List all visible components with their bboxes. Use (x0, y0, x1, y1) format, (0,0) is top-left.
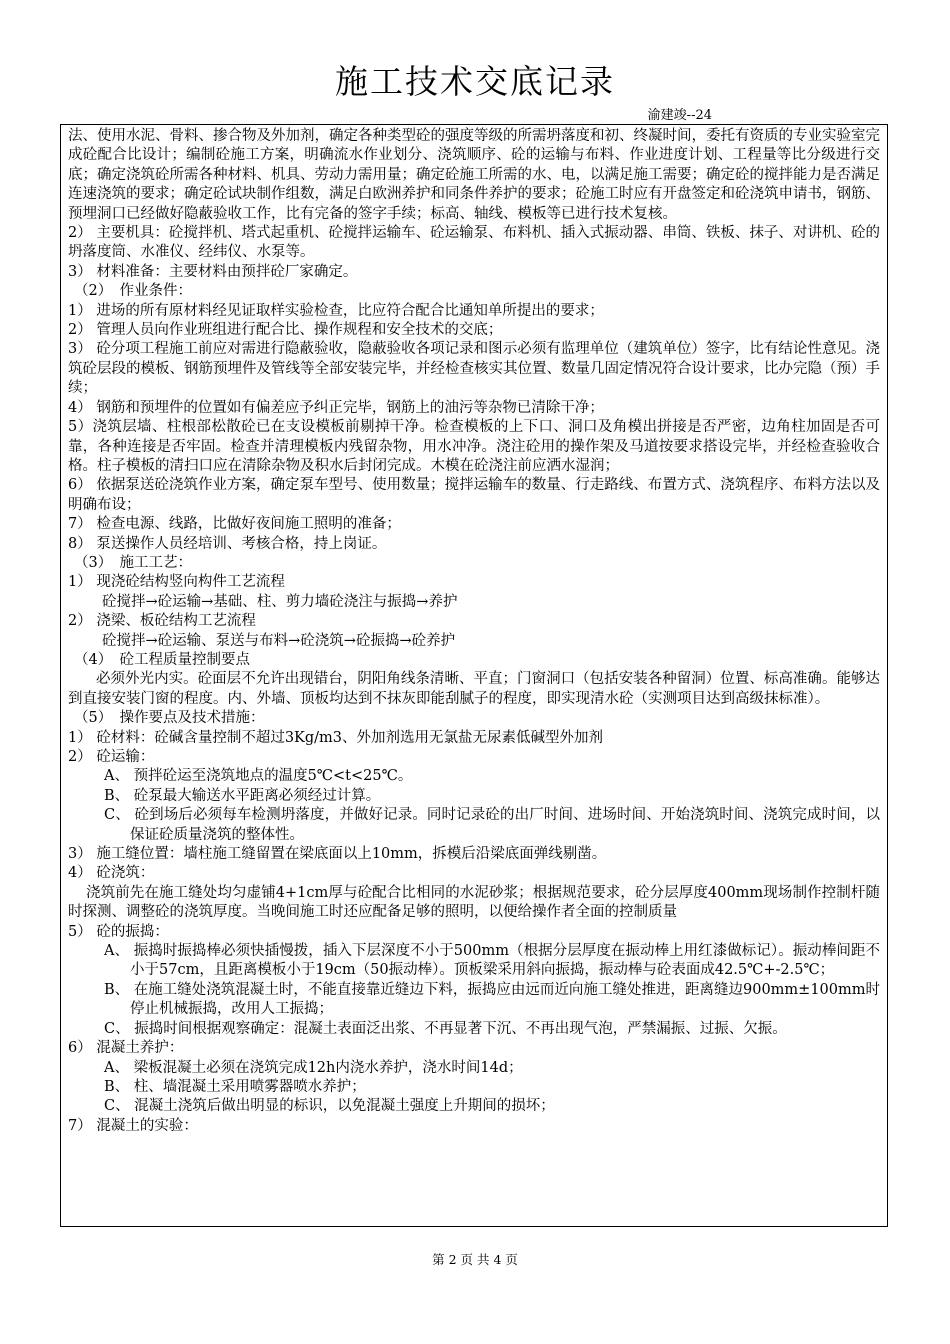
paragraph: 浇筑前先在施工缝处均匀虚铺4+1cm厚与砼配合比相同的水泥砂浆；根据规范要求，砼分层厚度400mm现场制作控制杆随时探测、调整砼的浇筑厚度。当晚间施工时还应配备足够的照明，以便给操作者全面的控制质量 (68, 884, 880, 921)
page-number: 第 2 页 共 4 页 (432, 1252, 518, 1267)
list-item: 3） 材料准备：主要材料由预拌砼厂家确定。 (68, 263, 358, 280)
sub-item: C、 混凝土浇筑后做出明显的标识，以免混凝土强度上升期间的损坏； (104, 1098, 555, 1115)
list-item: 4） 钢筋和预埋件的位置如有偏差应予纠正完毕，钢筋上的油污等杂物已清除干净； (68, 399, 604, 416)
list-item: 4） 砼浇筑： (68, 865, 155, 882)
process-flow: 砼搅拌→砼运输→基础、柱、剪力墙砼浇注与振捣→养护 (102, 593, 458, 610)
list-item: 6） 依据泵送砼浇筑作业方案，确定泵车型号、使用数量；搅拌运输车的数量、行走路线、布置方式、浇筑程序、布料方法以及明确布设； (68, 477, 880, 513)
list-item: 1） 现浇砼结构竖向构件工艺流程 (68, 574, 285, 591)
list-item: 7） 检查电源、线路，比做好夜间施工照明的准备； (68, 516, 401, 533)
list-item: 2） 管理人员向作业班组进行配合比、操作规程和安全技术的交底； (68, 322, 503, 339)
sub-item: A、 梁板混凝土必须在浇筑完成12h内浇水养护，浇水时间14d； (104, 1059, 523, 1076)
section-heading: （3） 施工工艺： (74, 554, 192, 571)
sub-item: A、 预拌砼运至浇筑地点的温度5℃<t<25℃。 (104, 768, 413, 785)
sub-item: B、 柱、墙混凝土采用喷雾器喷水养护； (104, 1078, 366, 1095)
section-heading: （5） 操作要点及技术措施： (74, 710, 265, 727)
sub-item: B、 在施工缝处浇筑混凝土时，不能直接靠近缝边下料，振捣应由远而近向施工缝处推进，距离缝边900mm±100mm时停止机械振捣，改用人工振捣； (104, 981, 880, 1018)
list-item: 8） 泵送操作人员经培训、考核合格，持上岗证。 (68, 535, 387, 552)
form-code: 渝建竣--24 (647, 108, 712, 123)
list-item: 5） 砼的振捣： (68, 923, 169, 940)
paragraph: 法、使用水泥、骨料、掺合物及外加剂，确定各种类型砼的强度等级的所需坍落度和初、终凝时间，委托有资质的专业实验室完成砼配合比设计；编制砼施工方案，明确流水作业划分、浇筑顺序、砼的运输与布料、作业进度计划、工程量等比分级进行交底；确定浇筑砼所需各种材料、机具、劳动力需用量；确定砼施工所需的水、电，以满足施工需要；确定砼的搅拌能力是否满足连速浇筑的要求；确定砼试块制作组数，满足白欧洲养护和同条件养护的要求；砼施工时应有开盘签定和砼浇筑申请书，钢筋、预埋洞口已经做好隐蔽验收工作，比有完备的签字手续；标高、轴线、模板等已进行技术复核。 (68, 128, 880, 222)
sub-item: C、 砼到场后必须每车检测坍落度，并做好记录。同时记录砼的出厂时间、进场时间、开始浇筑时间、浇筑完成时间，以保证砼质量浇筑的整体性。 (104, 807, 880, 843)
sub-item: A、 振捣时振捣棒必须快插慢拨，插入下层深度不小于500mm（根据分层厚度在振动棒上用红漆做标记）。振动棒间距不小于57cm，且距离模板小于19cm（50振动棒）。顶板梁采用斜向振捣，振动棒与砼表面成42.5℃+-2.5℃； (104, 943, 880, 979)
list-item: 5）浇筑层墙、柱根部松散砼已在支设模板前剔掉干净。检查模板的上下口、洞口及角模出拼接是否严密，边角柱加固是否可靠，各种连接是否牢固。检查并清理模板内残留杂物，用水冲净。浇注砼用的操作架及马道按要求搭设完毕，并经检查验收合格。柱子模板的清扫口应在清除杂物及积水后封闭完成。木模在砼浇注前应洒水湿润； (68, 419, 880, 474)
section-heading: （4） 砼工程质量控制要点 (74, 651, 250, 668)
list-item: 1） 砼材料：砼碱含量控制不超过3Kg/m3、外加剂选用无氯盐无尿素低碱型外加剂 (68, 729, 604, 746)
content-box (60, 124, 888, 1227)
list-item: 3） 施工缝位置：墙柱施工缝留置在梁底面以上10mm，拆模后沿梁底面弹线剔凿。 (68, 846, 607, 863)
sub-item: C、 振捣时间根据观察确定：混凝土表面泛出浆、不再显著下沉、不再出现气泡，严禁漏振、过振、欠振。 (104, 1020, 787, 1037)
list-item: 7） 混凝土的实验： (68, 1117, 198, 1134)
list-item: 2） 主要机具：砼搅拌机、塔式起重机、砼搅拌运输车、砼运输泵、布料机、插入式振动器、串筒、铁板、抹子、对讲机、砼的坍落度筒、水准仪、经纬仪、水泵等。 (68, 225, 880, 261)
process-flow: 砼搅拌→砼运输、泵送与布料→砼浇筑→砼振捣→砼养护 (102, 632, 456, 649)
list-item: 6） 混凝土养护： (68, 1040, 184, 1057)
list-item: 1） 进场的所有原材料经见证取样实验检查，比应符合配合比通知单所提出的要求； (68, 302, 604, 319)
list-item: 2） 砼运输： (68, 749, 155, 765)
document-title: 施工技术交底记录 (335, 62, 615, 101)
list-item: 2） 浇梁、板砼结构工艺流程 (68, 613, 256, 630)
sub-item: B、 砼泵最大输送水平距离必须经过计算。 (104, 787, 381, 804)
paragraph: 必须外光内实。砼面层不允许出现错台，阴阳角线条清晰、平直；门窗洞口（包括安装各种留洞）位置、标高准确。能够达到直接安装门窗的程度。内、外墙、顶板均达到不抹灰即能刮腻子的程度，即实现清水砼（实测项目达到高级抹标准）。 (68, 671, 880, 707)
section-heading: （2） 作业条件： (74, 283, 192, 300)
list-item: 3） 砼分项工程施工前应对需进行隐蔽验收，隐蔽验收各项记录和图示必须有监理单位（建筑单位）签字，比有结论性意见。浇筑砼层段的模板、钢筋预埋件及管线等全部安装完毕，并经检查核实其位置、数量几固定情况符合设计要求，比办完隐（预）手续； (68, 341, 880, 397)
